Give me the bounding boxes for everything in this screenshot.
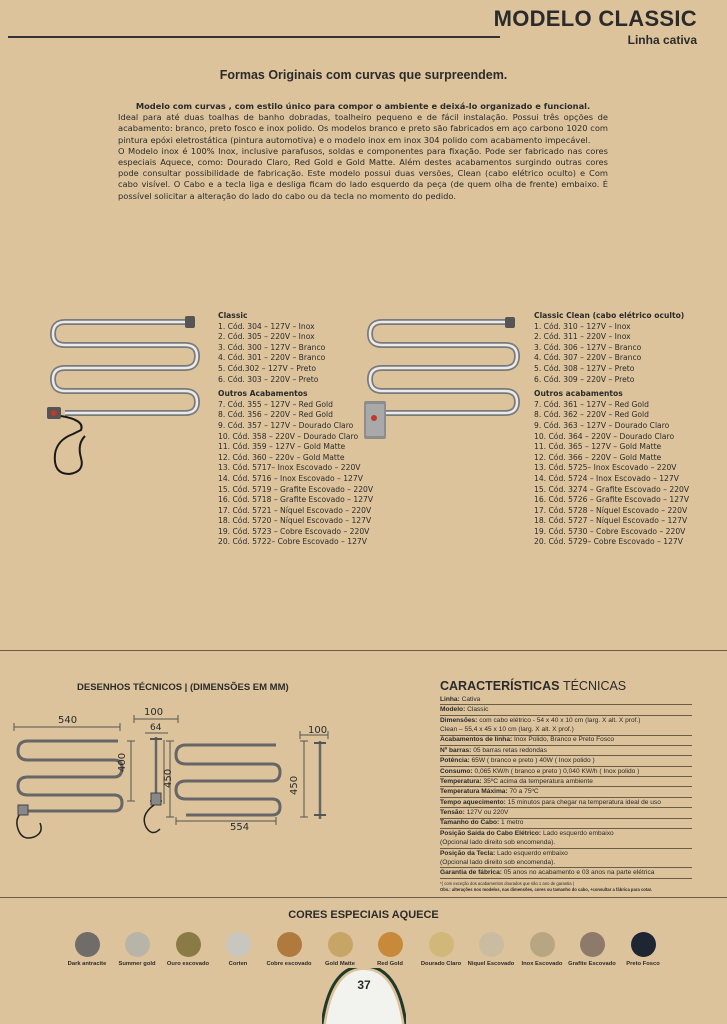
list-item: 6. Cód. 309 – 220V – Preto bbox=[534, 374, 635, 384]
list-item: 5. Cód.302 – 127V – Preto bbox=[218, 363, 316, 373]
spec-row: (Opcional lado direito sob encomenda). bbox=[440, 838, 692, 848]
classic-list-title: Classic bbox=[218, 311, 248, 320]
swatch-dot bbox=[479, 932, 504, 957]
list-item: 9. Cód. 357 – 127V – Dourado Claro bbox=[218, 420, 354, 430]
list-item: 2. Cód. 311 – 220V – Inox bbox=[534, 332, 631, 342]
swatch-dot bbox=[328, 932, 353, 957]
list-item: 12. Cód. 360 – 220v – Gold Matte bbox=[218, 452, 345, 462]
page-subtitle: Linha cativa bbox=[627, 33, 697, 47]
specs-note: *( com exceção dos acabamentos dourados que são 1 ano de garantia ) bbox=[440, 880, 575, 886]
dimension-450: 450 bbox=[163, 768, 174, 788]
dimension-450-clean: 450 bbox=[289, 775, 300, 795]
dimension-100: 100 bbox=[144, 707, 164, 718]
classic-towel-rail-image bbox=[45, 312, 205, 482]
swatch-dot bbox=[429, 932, 454, 957]
swatch-label: Corten bbox=[228, 961, 248, 967]
list-item: 16. Cód. 5726 – Grafite Escovado – 127V bbox=[534, 495, 690, 505]
list-item: 5. Cód. 308 – 127V – Preto bbox=[534, 363, 635, 373]
list-item: 7. Cód. 355 – 127V – Red Gold bbox=[218, 399, 333, 409]
swatch-dot bbox=[75, 932, 100, 957]
classic-clean-towel-rail-image bbox=[362, 314, 527, 444]
dimension-554: 554 bbox=[230, 822, 250, 833]
swatch-dot bbox=[277, 932, 302, 957]
list-item: 17. Cód. 5721 – Níquel Escovado – 220V bbox=[218, 505, 372, 515]
spec-row: Garantia de fábrica: 05 anos no acabamento e 03 anos na parte elétrica bbox=[440, 868, 692, 878]
tagline: Formas Originais com curvas que surpreendem. bbox=[219, 68, 508, 82]
special-colors-title: CORES ESPECIAIS AQUECE bbox=[288, 909, 439, 921]
list-item: 10. Cód. 364 – 220V – Dourado Claro bbox=[534, 431, 675, 441]
spec-row: Nº barras: 05 barras retas redondas bbox=[440, 746, 692, 756]
spec-row: Temperatura Máxima: 70 a 75ºC bbox=[440, 787, 692, 797]
list-item: 20. Cód. 5729– Cobre Escovado – 127V bbox=[534, 537, 683, 547]
list-item: 11. Cód. 359 – 127V – Gold Matte bbox=[218, 442, 346, 452]
swatch bbox=[62, 932, 112, 967]
spec-row: Tempo aquecimento: 15 minutos para chegar na temperatura ideal de uso bbox=[440, 798, 692, 808]
dimension-100-clean: 100 bbox=[308, 725, 328, 736]
list-item: 13. Cód. 5725– Inox Escovado – 220V bbox=[534, 463, 677, 473]
spec-row: (Opcional lado direito sob encomenda). bbox=[440, 858, 692, 868]
list-item: 6. Cód. 303 – 220V – Preto bbox=[218, 374, 319, 384]
spec-row: Linha: Cativa bbox=[440, 695, 692, 705]
list-item: 16. Cód. 5718 – Grafite Escovado – 127V bbox=[218, 495, 374, 505]
swatch bbox=[618, 932, 668, 967]
swatch-label: Grafite Escovado bbox=[568, 961, 616, 967]
list-item: 4. Cód. 301 – 220V – Branco bbox=[218, 353, 326, 363]
list-item: 8. Cód. 362 – 220V – Red Gold bbox=[534, 410, 649, 420]
classic-clean-others-title: Outros acabamentos bbox=[534, 389, 623, 399]
intro-paragraph-2: O Modelo inox é 100% Inox, inclusive parafusos, soldas e componentes para fixação. Pode ser fabricado nas cores especiais Aquece, como: Dourado Claro, Red Gold e Gold Matte. Além destes acabamentos surgindo outras cores pode consultar possibilidade de fabricação. Este modelo possui duas versões, Clean (cabo elétrico oculto) e Com cabo visível. O Cabo e a tecla liga e desliga ficam do lado esquerdo da peça (de quem olha de frente) embaixo. É possível solicitar a alteração do lado do cabo ou da tecla no momento do pedido. bbox=[118, 145, 608, 201]
list-item: 14. Cód. 5716 – Inox Escovado – 127V bbox=[218, 473, 363, 483]
list-item: 11. Cód. 365 – 127V – Gold Matte bbox=[534, 442, 662, 452]
spec-row: Temperatura: 35ºC acima da temperatura ambiente bbox=[440, 777, 692, 787]
list-item: 10. Cód. 358 – 220V – Dourado Claro bbox=[218, 431, 359, 441]
header-rule bbox=[8, 36, 500, 38]
spec-row: Potência: 65W ( branco e preto ) 40W ( Inox polido ) bbox=[440, 756, 692, 766]
spec-row: Modelo: Classic bbox=[440, 705, 692, 715]
spec-row: Dimensões: com cabo elétrico - 54 x 40 x 10 cm (larg. X alt. X prof.) bbox=[440, 716, 641, 724]
page-title: MODELO CLASSIC bbox=[493, 6, 697, 31]
spec-row: Consumo: 0,065 KW/h ( branco e preto ) 0,040 KW/h ( Inox polido ) bbox=[440, 767, 692, 777]
intro-text bbox=[118, 101, 608, 202]
list-item: 20. Cód. 5722– Cobre Escovado – 127V bbox=[218, 537, 367, 547]
classic-clean-list-title: Classic Clean (cabo elétrico oculto) bbox=[534, 311, 685, 320]
dimension-64: 64 bbox=[150, 723, 162, 733]
spec-row: Posição da Tecla: Lado esquerdo embaixo bbox=[440, 849, 568, 857]
list-item: 3. Cód. 300 – 127V – Branco bbox=[218, 342, 326, 352]
swatch bbox=[567, 932, 617, 967]
swatch-dot bbox=[125, 932, 150, 957]
list-item: 19. Cód. 5730 – Cobre Escovado – 220V bbox=[534, 526, 686, 536]
list-item: 3. Cód. 306 – 127V – Branco bbox=[534, 342, 642, 352]
swatch-label: Inox Escovado bbox=[521, 961, 563, 967]
swatch bbox=[365, 932, 415, 967]
swatch bbox=[163, 932, 213, 967]
intro-lead: Modelo com curvas , com estilo único para compor o ambiente e deixá-lo organizado e funcional. bbox=[135, 101, 591, 111]
specs-table bbox=[440, 695, 692, 892]
page-number-tab bbox=[322, 968, 406, 1024]
swatch-dot bbox=[580, 932, 605, 957]
list-item: 1. Cód. 310 – 127V – Inox bbox=[534, 321, 631, 331]
swatch-dot bbox=[176, 932, 201, 957]
list-item: 14. Cód. 5724 – Inox Escovado – 127V bbox=[534, 473, 679, 483]
swatch-label: Dark antracite bbox=[67, 961, 107, 967]
section-divider bbox=[0, 897, 727, 898]
list-item: 18. Cód. 5727 – Níquel Escovado – 127V bbox=[534, 516, 688, 526]
swatch-label: Cobre escovado bbox=[266, 961, 312, 967]
list-item: 4. Cód. 307 – 220V – Branco bbox=[534, 353, 642, 363]
specs-title bbox=[440, 679, 626, 693]
list-item: 17. Cód. 5728 – Níquel Escovado – 220V bbox=[534, 505, 688, 515]
list-item: 15. Cód. 3274 – Grafite Escovado – 220V bbox=[534, 484, 690, 494]
swatch-label: Gold Matte bbox=[325, 961, 355, 967]
list-item: 2. Cód. 305 – 220V – Inox bbox=[218, 332, 315, 342]
list-item: 8. Cód. 356 – 220V – Red Gold bbox=[218, 410, 333, 420]
dimension-400: 400 bbox=[117, 752, 128, 772]
list-item: 9. Cód. 363 – 127V – Dourado Claro bbox=[534, 420, 670, 430]
spec-row: Tensão: 127V ou 220V bbox=[440, 808, 692, 818]
spec-row: Clean – 55,4 x 45 x 10 cm (larg. X alt. X prof.) bbox=[440, 725, 692, 735]
swatch-label: Ouro escovado bbox=[166, 961, 210, 967]
spec-row: Tamanho do Cabo: 1 metro bbox=[440, 819, 692, 829]
swatch bbox=[416, 932, 466, 967]
specs-title-regular: TÉCNICAS bbox=[562, 679, 627, 693]
swatch-dot bbox=[378, 932, 403, 957]
intro-paragraph-1: Ideal para até duas toalhas de banho dobradas, toalheiro pequeno e de fácil instalação. Possui três opções de acabamento: branco, preto fosco e inox polido. Os modelos branco e preto são fabricados em aço carbono 1020 com pintura epóxi eletrostática (pintura automotiva) e o modelo inox em inox 304 polido com acabamento impecável. bbox=[118, 112, 608, 145]
swatch-dot bbox=[631, 932, 656, 957]
classic-clean-list bbox=[534, 311, 689, 548]
swatch bbox=[112, 932, 162, 967]
specs-note-obs: Obs.: alterações nos modelos, nas dimensões, cores ou tamanho do cabo, +consultar a fábrica para cotar. bbox=[440, 886, 653, 892]
swatch bbox=[264, 932, 314, 967]
list-item: 13. Cód. 5717– Inox Escovado – 220V bbox=[218, 463, 361, 473]
list-item: 12. Cód. 366 – 220V – Gold Matte bbox=[534, 452, 662, 462]
swatch-label: Dourado Claro bbox=[420, 961, 462, 967]
list-item: 19. Cód. 5723 – Cobre Escovado – 220V bbox=[218, 526, 370, 536]
color-swatches bbox=[62, 932, 672, 972]
spec-row: Posição Saída do Cabo Elétrico: Lado esquerdo embaixo bbox=[440, 829, 614, 837]
swatch bbox=[517, 932, 567, 967]
list-item: 1. Cód. 304 – 127V – Inox bbox=[218, 321, 315, 331]
technical-drawings-title: DESENHOS TÉCNICOS | (DIMENSÕES EM MM) bbox=[77, 682, 289, 693]
page-number: 37 bbox=[357, 978, 371, 992]
specs-title-bold: CARACTERÍSTICAS bbox=[440, 679, 560, 693]
swatch-label: Niquel Escovado bbox=[467, 961, 515, 967]
classic-list bbox=[218, 311, 373, 548]
swatch bbox=[466, 932, 516, 967]
swatch-label: Red Gold bbox=[377, 961, 403, 967]
spec-row: Acabamentos de linha: Inox Polido, Branco e Preto Fosco bbox=[440, 736, 692, 746]
swatch bbox=[213, 932, 263, 967]
classic-others-title: Outros Acabamentos bbox=[218, 389, 308, 399]
swatch-label: Summer gold bbox=[118, 961, 156, 967]
dimension-540: 540 bbox=[58, 715, 78, 726]
swatch-label: Preto Fosco bbox=[626, 961, 660, 967]
swatch-dot bbox=[530, 932, 555, 957]
swatch bbox=[315, 932, 365, 967]
list-item: 18. Cód. 5720 – Níquel Escovado – 127V bbox=[218, 516, 372, 526]
swatch-dot bbox=[226, 932, 251, 957]
list-item: 7. Cód. 361 – 127V – Red Gold bbox=[534, 399, 649, 409]
list-item: 15. Cód. 5719 – Grafite Escovado – 220V bbox=[218, 484, 374, 494]
section-divider bbox=[0, 650, 727, 651]
